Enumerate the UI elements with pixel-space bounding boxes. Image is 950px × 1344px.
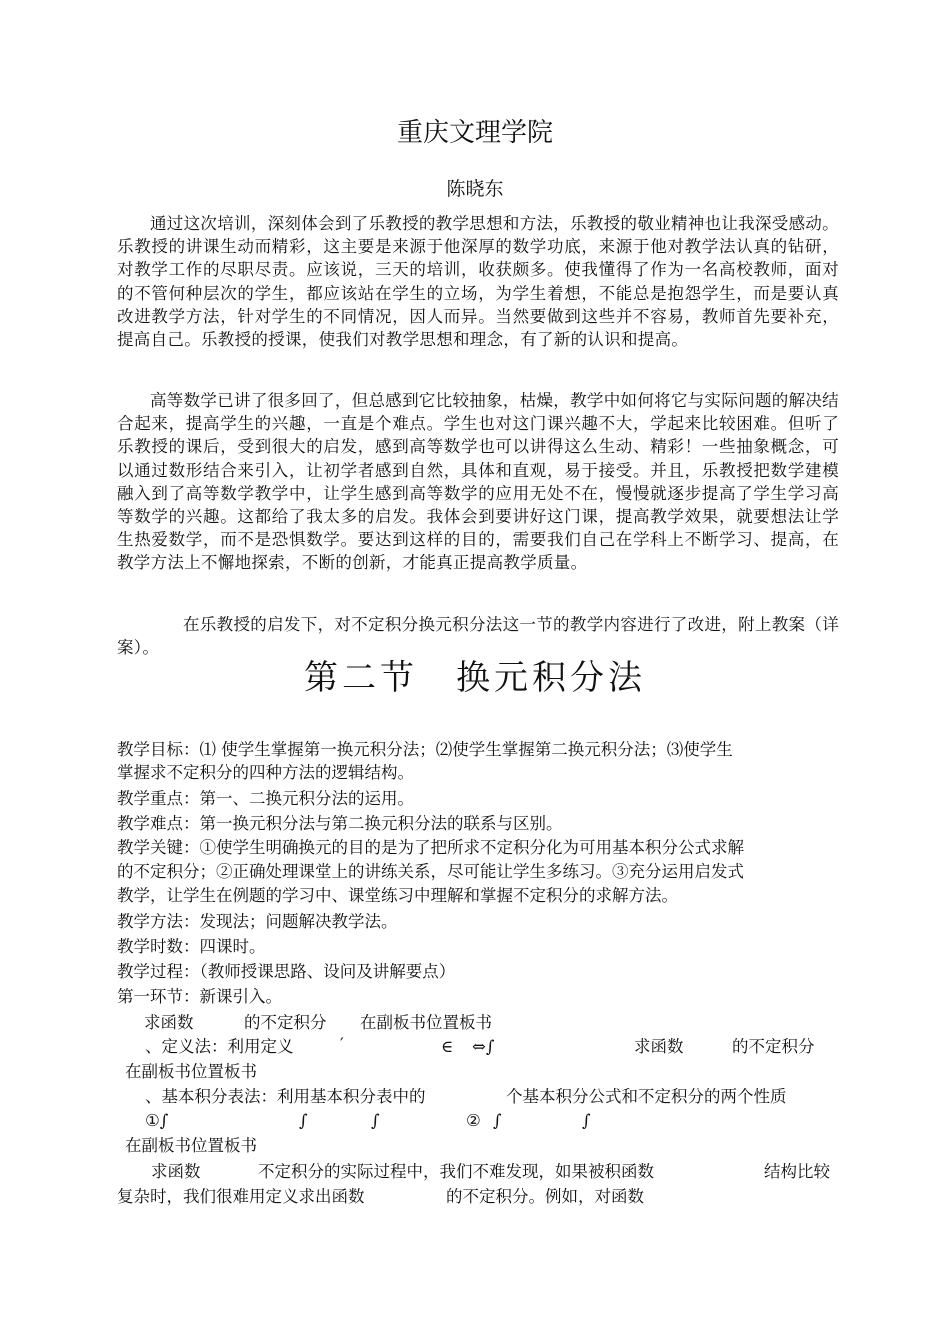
fragment-text: 在副板书位置板书	[125, 1062, 257, 1081]
fragment-symbol: ′	[340, 1035, 344, 1054]
fragment-text: 在副板书位置板书	[125, 1136, 257, 1155]
text-line: 第一环节：新课引入。	[117, 987, 282, 1006]
text-line: 教学重点：第一、二换元积分法的运用。	[117, 789, 414, 808]
fragment-text: 的不定积分	[244, 1013, 327, 1032]
fragment-text: 复杂时，我们很难用定义求出函数	[117, 1187, 365, 1206]
fragment-text: 求函数	[634, 1037, 684, 1056]
paragraph-3: 在乐教授的启发下，对不定积分换元积分法这一节的教学内容进行了改进，附上教案（详案）。	[117, 615, 839, 658]
text-line: 教学目标：⑴ 使学生掌握第一换元积分法；⑵使学生掌握第二换元积分法；⑶使学生	[117, 740, 733, 759]
paragraph-2: 高等数学已讲了很多回了，但总感到它比较抽象，枯燥，教学中如何将它与实际问题的解决结合起来，提高学生的兴趣，一直是个难点。学生也对这门课兴趣不大，学起来比较困难。但听了乐教授的课后，受到很大的启发，感到高等数学也可以讲得这么生动、精彩！一些抽象概念，可以通过数形结合来引入，让初学者感到自然，具体和直观，易于接受。并且，乐教授把数学建模融入到了高等数学教学中，让学生感到高等数学的应用无处不在，慢慢就逐步提高了学生学习高等数学的兴趣。这都给了我太多的启发。我体会到要讲好这门课，提高教学效果，就要想法让学生热爱数学，而不是恐惧数学。要达到这样的目的，需要我们自己在学科上不断学习、提高，在教学方法上不懈地探索，不断的创新，才能真正提高教学质量。	[117, 391, 839, 573]
author-name: 陈晓东	[446, 178, 504, 200]
fragment-text: 、定义法：利用定义	[145, 1037, 294, 1056]
document-title: 重庆文理学院	[396, 118, 553, 148]
fragment-text: 求函数	[151, 1162, 201, 1181]
fragment-text: 个基本积分公式和不定积分的两个性质	[506, 1087, 787, 1106]
text-line: 教学时数：四课时。	[117, 937, 266, 956]
text-line: 教学关键：①使学生明确换元的目的是为了把所求不定积分化为可用基本积分公式求解	[117, 838, 744, 857]
text-line: 教学过程：（教师授课思路、设问及讲解要点）	[117, 962, 456, 981]
fragment-symbol: ∫	[371, 1111, 380, 1130]
text-line: 教学，让学生在例题的学习中、课堂练习中理解和掌握不定积分的求解方法。	[117, 886, 678, 905]
fragment-symbol: ∫	[493, 1111, 502, 1130]
fragment-symbol: ②	[466, 1111, 481, 1130]
fragment-symbol: ①∫	[145, 1111, 169, 1130]
text-line: 教学方法：发现法；问题解决教学法。	[117, 912, 398, 931]
text-line: 教学难点：第一换元积分法与第二换元积分法的联系与区别。	[117, 814, 563, 833]
fragment-text: 的不定积分。例如，对函数	[446, 1187, 644, 1206]
fragment-symbol: ⇔∫	[472, 1037, 495, 1056]
text-line: 掌握求不定积分的四种方法的逻辑结构。	[117, 763, 414, 782]
fragment-text: 结构比较	[764, 1162, 830, 1181]
fragment-text: 不定积分的实际过程中，我们不难发现，如果被积函数	[258, 1162, 654, 1181]
fragment-text: 在副板书位置板书	[360, 1013, 492, 1032]
text-line: 的不定积分；②正确处理课堂上的讲练关系，尽可能让学生多练习。③充分运用启发式	[117, 862, 744, 881]
fragment-text: 求函数	[144, 1013, 194, 1032]
fragment-text: 的不定积分	[732, 1037, 815, 1056]
fragment-symbol: ∫	[582, 1111, 591, 1130]
paragraph-1: 通过这次培训，深刻体会到了乐教授的教学思想和方法，乐教授的敬业精神也让我深受感动。乐教授的讲课生动而精彩，这主要是来源于他深厚的数学功底，来源于他对教学法认真的钻研，对教学工作的尽职尽责。应该说，三天的培训，收获颇多。使我懂得了作为一名高校教师，面对的不管何种层次的学生，都应该站在学生的立场，为学生着想，不能总是抱怨学生，而是要认真改进教学方法，针对学生的不同情况，因人而异。当然要做到这些并不容易，教师首先要补充，提高自己。乐教授的授课，使我们对教学思想和理念，有了新的认识和提高。	[117, 214, 839, 350]
fragment-symbol: ∫	[299, 1111, 308, 1130]
fragment-text: 、基本积分表法：利用基本积分表中的	[145, 1087, 426, 1106]
fragment-symbol: ∈	[441, 1037, 454, 1056]
section-title: 第二节 换元积分法	[304, 658, 646, 698]
